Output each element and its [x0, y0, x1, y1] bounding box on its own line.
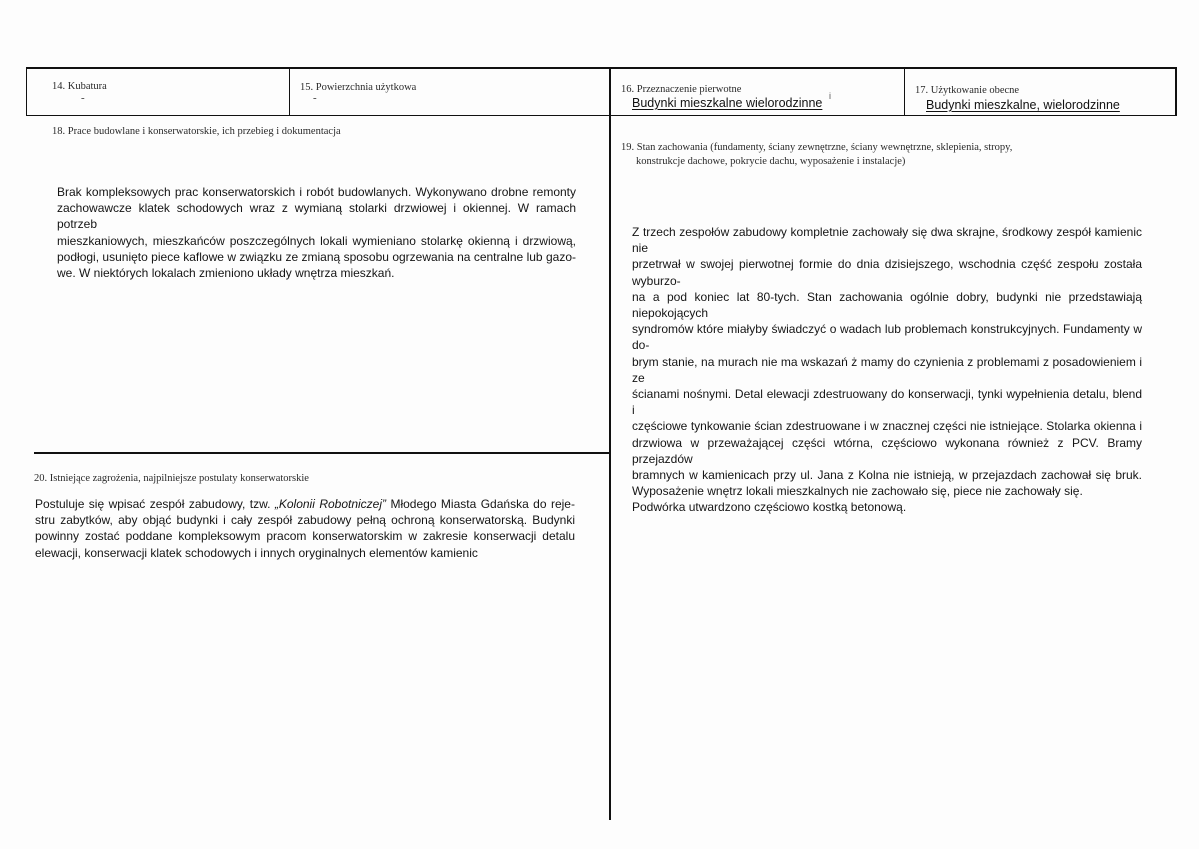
text-line: [35, 496, 575, 512]
text-line: Wyposażenie wnętrz lokali mieszkalnych nie zachowało się, piece nie zachowały się.: [632, 484, 1083, 499]
stan-zachowania-text: [632, 224, 1142, 516]
text-line: powinny zostać poddane kompleksowym pracom konserwatorskim w zakresie konserwacji detalu: [35, 529, 575, 544]
text-run: Młodego Miasta Gdańska do reje-: [386, 497, 575, 511]
section-18-20-rule: [34, 452, 610, 454]
kubatura-value: -: [81, 92, 85, 104]
text-line: bramnych w kamienicach przy ul. Jana z Kolna nie istnieją, w przejazdach zachował się bruk.: [632, 468, 1142, 483]
stan-zachowania-label-cont: konstrukcje dachowe, pokrycie dachu, wyposażenie i instalacje): [636, 156, 906, 167]
prace-budowlane-text: [57, 184, 576, 281]
przeznaczenie-label: 16. Przeznaczenie pierwotne: [621, 84, 742, 95]
uzytkowanie-label: 17. Użytkowanie obecne: [915, 85, 1020, 96]
text-line: podłogi, usunięto piece kaflowe w związku ze zmianą sposobu ogrzewania na centralne lub gazo-: [57, 249, 576, 264]
przeznaczenie-mark: i: [829, 91, 831, 101]
outer-left-rule: [26, 67, 27, 116]
text-line: Brak kompleksowych prac konserwatorskich i robót budowlanych. Wykonywano drobne remonty: [57, 185, 576, 199]
prace-budowlane-label: 18. Prace budowlane i konserwatorskie, ich przebieg i dokumentacja: [52, 126, 341, 137]
divider-14-15: [289, 67, 290, 116]
zagrozenia-text: [35, 496, 575, 561]
center-vertical-rule: [609, 67, 611, 820]
text-line: we. W niektórych lokalach zmieniono układy wnętrza mieszkań.: [57, 266, 395, 281]
text-line: przetrwał w swojej pierwotnej formie do dnia dzisiejszego, wschodnia część zespołu została wyburzo-: [632, 257, 1142, 288]
text-line: drzwiowa w przeważającej części wtórna, częściowo wykonana również z PCV. Bramy przejazdów: [632, 435, 1142, 466]
text-line: Z trzech zespołów zabudowy kompletnie zachowały się dwa skrajne, środkowy zespół kamienic nie: [632, 225, 1142, 256]
text-line: stru zabytków, aby objąć budynki i cały zespół zabudowy pełną ochroną konserwatorską. Budynki: [35, 513, 575, 528]
text-line: syndromów które miałyby świadczyć o wadach lub problemach konstrukcyjnych. Fundamenty w do-: [632, 322, 1142, 353]
divider-16-17: [904, 67, 905, 116]
powierzchnia-value: -: [313, 92, 317, 104]
kubatura-label: 14. Kubatura: [52, 81, 107, 92]
uzytkowanie-value: Budynki mieszkalne, wielorodzinne: [926, 98, 1120, 112]
text-line: częściowe tynkowanie ścian zdestruowane i w znacznej części nie istniejące. Stolarka okienna i: [632, 419, 1142, 434]
zagrozenia-label: 20. Istniejące zagrożenia, najpilniejsze postulaty konserwatorskie: [34, 473, 309, 484]
text-line: brym stanie, na murach nie ma wskazań ż mamy do czynienia z problemami z posadowieniem i ze: [632, 354, 1142, 385]
row1-bottom-rule: [26, 115, 1177, 116]
text-line: elewacji, konserwacji klatek schodowych i innych oryginalnych elementów kamienic: [35, 545, 478, 560]
text-line: mieszkaniowych, mieszkańców poszczególnych lokali wymieniano stolarkę okienną i drzwiową,: [57, 233, 576, 248]
text-line: na a pod koniec lat 80-tych. Stan zachowania ogólnie dobry, budynki nie przedstawiają niepokojących: [632, 289, 1142, 321]
powierzchnia-label: 15. Powierzchnia użytkowa: [300, 82, 417, 93]
text-run: Postuluje się wpisać zespół zabudowy, tzw.: [35, 497, 275, 511]
przeznaczenie-value: Budynki mieszkalne wielorodzinne: [632, 96, 823, 110]
text-line: ścianami nośnymi. Detal elewacji zdestruowany do konserwacji, tynki wypełnienia detalu, blend i: [632, 387, 1142, 418]
kolonia-robotnicza-name: „Kolonii Robotniczej”: [274, 497, 387, 511]
top-rule: [26, 67, 1177, 69]
stan-zachowania-label: 19. Stan zachowania (fundamenty, ściany zewnętrzne, ściany wewnętrzne, sklepienia, stropy,: [621, 142, 1013, 153]
outer-right-rule: [1175, 67, 1177, 116]
text-line: Podwórka utwardzono częściowo kostką betonową.: [632, 500, 907, 515]
text-line: zachowawcze klatek schodowych wraz z wymianą stolarki drzwiowej i okiennej. W ramach potrzeb: [57, 201, 576, 232]
